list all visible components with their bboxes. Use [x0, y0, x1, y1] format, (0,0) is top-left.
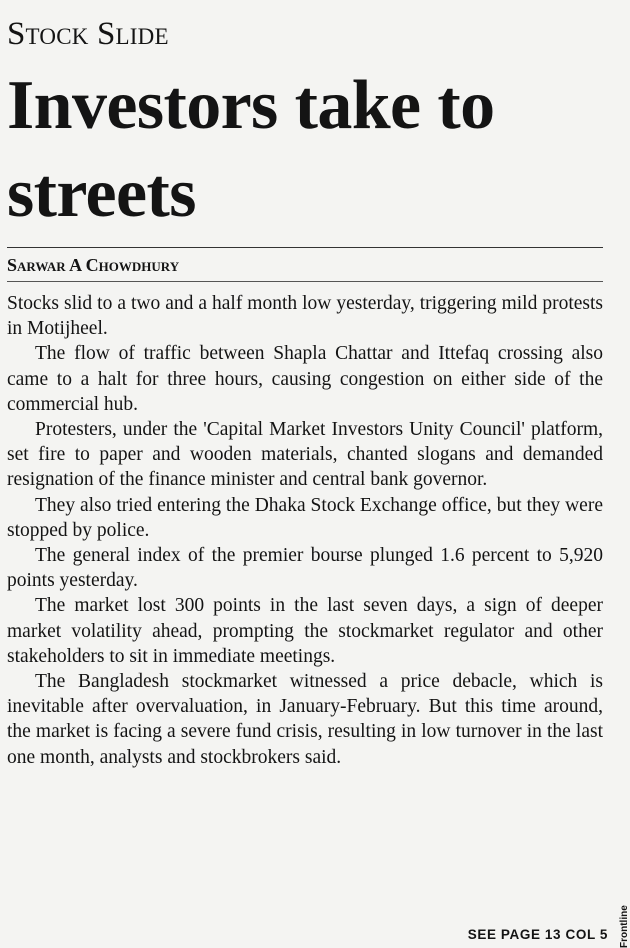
paragraph: The market lost 300 points in the last seven days, a sign of deeper market volatility ahead, prompting the stockmarket regulator and other stakeholders to sit in immediate meetings. [7, 595, 603, 667]
paragraph: Protesters, under the 'Capital Market Investors Unity Council' platform, set fire to paper and wooden materials, chanted slogans and demanded resignation of the finance minister and central bank governor. [7, 419, 603, 491]
continuation-jump-line: SEE PAGE 13 COL 5 [467, 927, 608, 942]
byline: Sarwar A Chowdhury [7, 255, 180, 275]
paragraph: Stocks slid to a two and a half month low yesterday, triggering mild protests in Motijheel. [7, 293, 603, 340]
byline-rule [7, 281, 603, 282]
paragraph: The Bangladesh stockmarket witnessed a price debacle, which is inevitable after overvaluation, in January-February. But this time around, the market is facing a severe fund crisis, resulting in low turnover in the last one month, analysts and stockbrokers said. [7, 671, 603, 768]
headline: Investors take to streets [7, 67, 495, 232]
paragraph: They also tried entering the Dhaka Stock Exchange office, but they were stopped by police. [7, 494, 603, 541]
headline-rule [7, 247, 603, 248]
side-tag-label: Frontline [619, 905, 630, 948]
article-body [7, 291, 603, 770]
paragraph: The flow of traffic between Shapla Chattar and Ittefaq crossing also came to a halt for three hours, causing congestion on either side of the commercial hub. [7, 343, 603, 415]
section-kicker: Stock Slide [7, 16, 169, 52]
side-tag [606, 860, 630, 948]
paragraph: The general index of the premier bourse plunged 1.6 percent to 5,920 points yesterday. [7, 545, 603, 592]
